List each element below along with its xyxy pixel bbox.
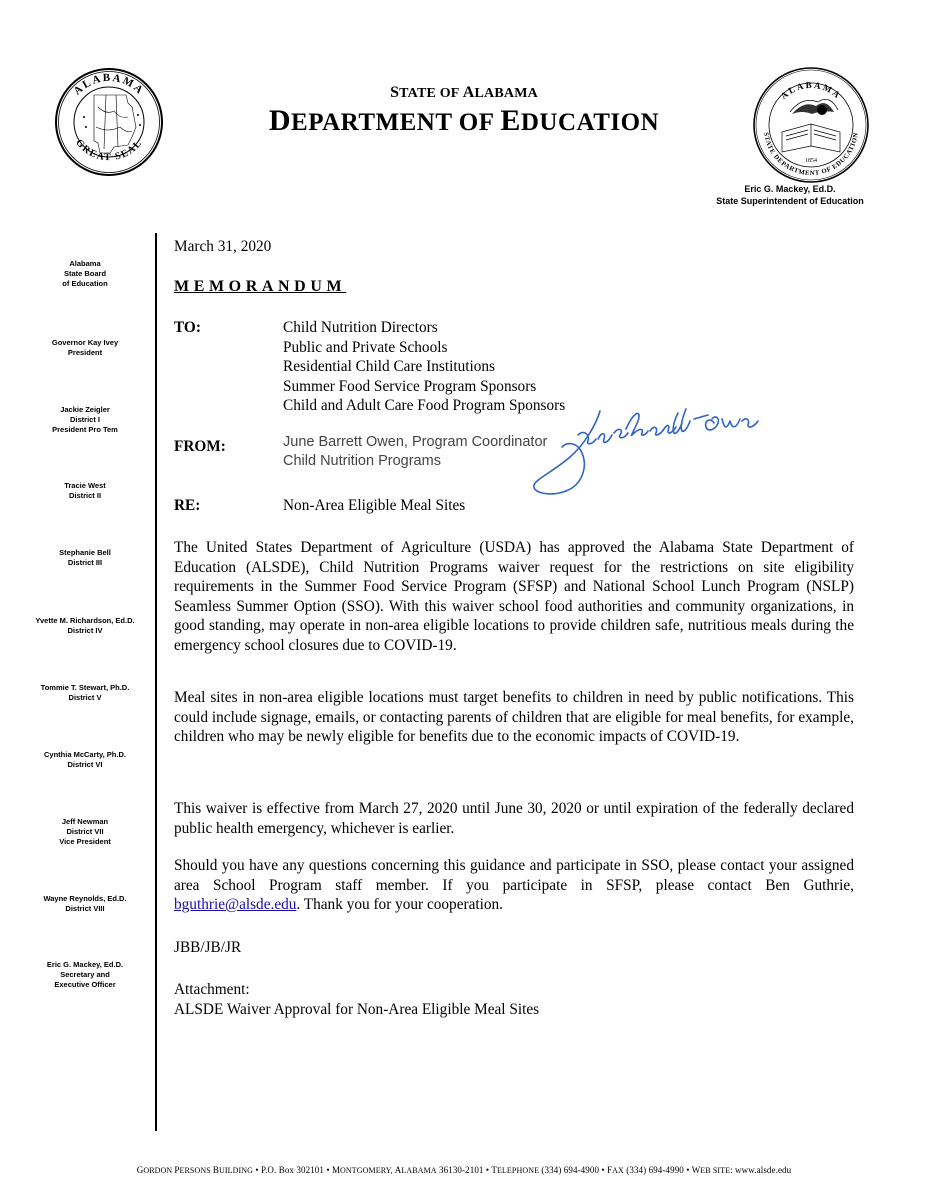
re-label: RE: xyxy=(174,497,201,514)
paragraph-meal-sites: Meal sites in non-area eligible locations must target benefits to children in need by public notifications. This could include signage, emails, or contacting parents of children that are eligible for meal benefits, for example, children who may be newly eligible for benefits due to the economic impacts of COVID-19. xyxy=(174,689,854,745)
signature xyxy=(518,405,764,500)
board-entry: Tommie T. Stewart, Ph.D. District V xyxy=(40,683,130,702)
footer-address: GORDON PERSONS BUILDING • P.O. Box 302101 • MONTGOMERY, ALABAMA 36130-2101 • TELEPHONE (334) 694-4900 • FAX (334) 694-4990 • WEB SITE: www.alsde.edu xyxy=(136,1165,792,1175)
board-entry: Jeff Newman District VII Vice President xyxy=(59,817,111,846)
superintendent-title: State Superintendent of Education xyxy=(716,196,864,206)
attachment-label: Attachment: xyxy=(174,981,250,998)
svg-text:ALABAMA: ALABAMA xyxy=(778,79,844,102)
website-link[interactable]: : www.alsde.edu xyxy=(730,1165,792,1175)
re-subject: Non-Area Eligible Meal Sites xyxy=(283,497,466,514)
to-recipients xyxy=(283,318,565,416)
superintendent-block xyxy=(690,183,890,207)
board-entry: Governor Kay Ivey President xyxy=(51,338,119,357)
svg-text:ALABAMA: ALABAMA xyxy=(71,71,147,98)
board-entry: Eric G. Mackey, Ed.D. Secretary and Executive Officer xyxy=(46,960,124,989)
department-heading: DEPARTMENT OF EDUCATION xyxy=(268,104,660,137)
board-entry: Stephanie Bell District III xyxy=(59,548,111,567)
state-of-alabama-heading: STATE OF ALABAMA xyxy=(390,84,538,101)
from-sender: June Barrett Owen, Program Coordinator Child Nutrition Programs xyxy=(283,434,548,469)
svg-text:STATE DEPARTMENT OF EDUCATION: STATE DEPARTMENT OF EDUCATION xyxy=(762,131,860,178)
email-link[interactable]: bguthrie@alsde.edu xyxy=(174,896,297,913)
memo-title: MEMORANDUM xyxy=(174,278,347,295)
attachment-title: ALSDE Waiver Approval for Non-Area Eligible Meal Sites xyxy=(174,1000,540,1018)
from-label: FROM: xyxy=(174,438,226,455)
recipient: Public and Private Schools xyxy=(283,338,448,356)
board-entry: Jackie Zeigler District I President Pro Tem xyxy=(52,405,118,434)
recipient: Summer Food Service Program Sponsors xyxy=(283,377,537,395)
memo-date: March 31, 2020 xyxy=(174,238,272,255)
initials: JBB/JB/JR xyxy=(174,939,242,956)
paragraph-effective-dates: This waiver is effective from March 27, 2020 until June 30, 2020 or until expiration of the federally declared public health emergency, whichever is earlier. xyxy=(174,800,854,837)
svg-text:1854: 1854 xyxy=(805,158,817,164)
board-entry: Wayne Reynolds, Ed.D. District VIII xyxy=(43,894,127,913)
board-entry: Yvette M. Richardson, Ed.D. District IV xyxy=(35,616,135,635)
paragraph-contact: Should you have any questions concerning this guidance and participate in SSO, please contact your assigned area School Program staff member. If you participate in SFSP, please contact Ben Guthrie, bguthrie@alsde.edu. Thank you for your cooperation. xyxy=(174,857,854,913)
attachment-block xyxy=(174,980,539,1019)
board-entry: Cynthia McCarty, Ph.D. District VI xyxy=(44,750,126,769)
superintendent-name: Eric G. Mackey, Ed.D. xyxy=(744,184,836,194)
recipient: Child Nutrition Directors xyxy=(283,319,438,336)
to-label: TO: xyxy=(174,319,201,336)
svg-text:GREAT SEAL: GREAT SEAL xyxy=(73,137,145,164)
recipient: Child and Adult Care Food Program Sponsors xyxy=(283,397,566,414)
sidebar-divider xyxy=(155,233,157,1131)
paragraph-approval: The United States Department of Agriculture (USDA) has approved the Alabama State Department of Education (ALSDE), Child Nutrition Programs waiver request for the restrictions on site eligibility requirements in the Summer Food Service Program (SFSP) and National School Lunch Program (NSLP) Seamless Summer Option (SSO). With this waiver school food authorities and community organizations, in good standing, may operate in non-area eligible locations to provide children safe, nutritious meals during the emergency school closures due to COVID-19. xyxy=(174,539,854,654)
board-entry: Tracie West District II xyxy=(64,481,106,500)
board-entry: Alabama State Board of Education xyxy=(62,259,108,288)
recipient: Residential Child Care Institutions xyxy=(283,358,496,375)
